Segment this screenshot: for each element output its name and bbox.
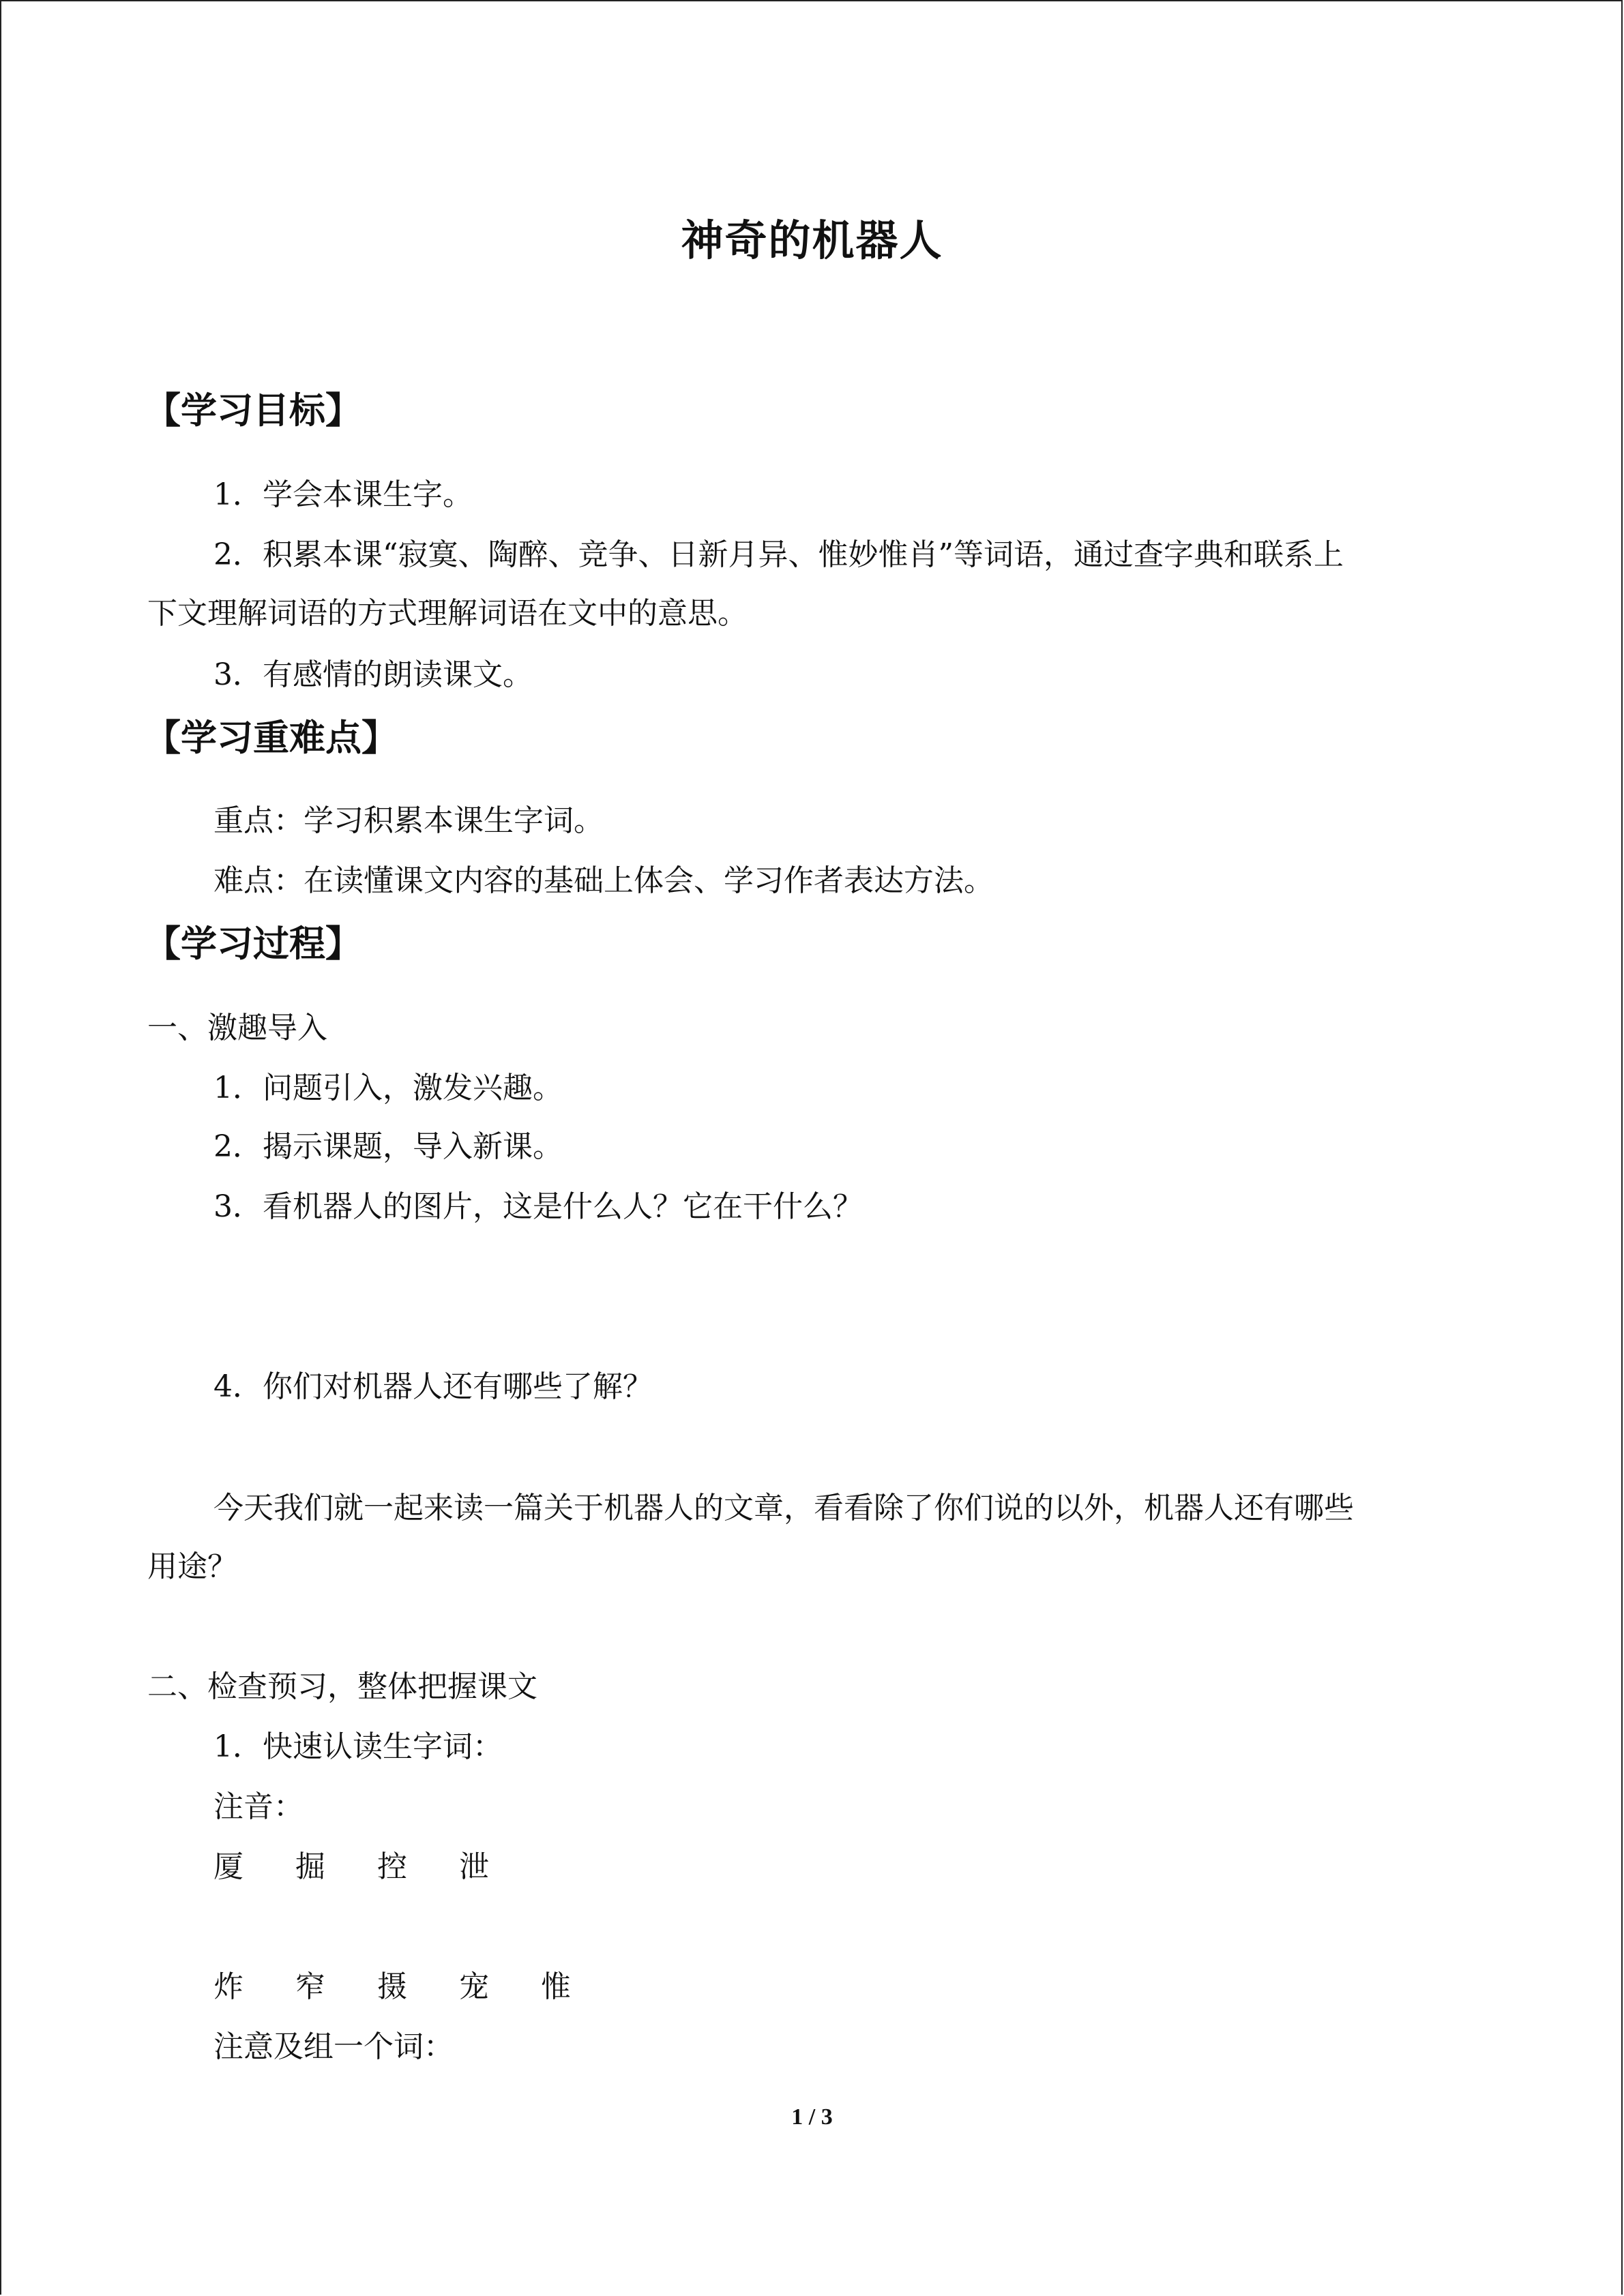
char-item: 惟 (541, 1969, 571, 2004)
document-title: 神奇的机器人 (681, 215, 943, 265)
char-item: 厦 (213, 1849, 243, 1884)
section-1-item-1: 1．问题引入，激发兴趣。 (213, 1071, 563, 1105)
char-item: 炸 (213, 1969, 243, 2004)
char-item: 摄 (377, 1969, 407, 2004)
section-1-item-3: 3．看机器人的图片，这是什么人？它在干什么？ (213, 1189, 863, 1224)
goal-item-1: 1．学会本课生字。 (213, 477, 473, 512)
char-item: 泄 (459, 1849, 489, 1884)
heading-key-points: 【学习重难点】 (145, 717, 398, 759)
char-item: 宠 (459, 1969, 489, 2004)
key-point-focus: 重点：学习积累本课生字词。 (213, 803, 604, 838)
section-1-item-4: 4．你们对机器人还有哪些了解？ (213, 1369, 653, 1404)
phonetic-label: 注音： (213, 1789, 304, 1824)
goal-item-2-line-2: 下文理解词语的方式理解词语在文中的意思。 (147, 596, 748, 631)
compose-label: 注意及组一个词： (213, 2029, 454, 2064)
char-item: 控 (377, 1849, 407, 1884)
heading-learning-process: 【学习过程】 (145, 923, 361, 965)
heading-learning-goals: 【学习目标】 (145, 390, 361, 432)
goal-item-3: 3．有感情的朗读课文。 (213, 657, 533, 692)
section-1-paragraph-line-2: 用途？ (147, 1549, 237, 1584)
section-1-item-2: 2．揭示课题，导入新课。 (213, 1129, 563, 1164)
char-item: 窄 (295, 1969, 325, 2004)
key-point-difficulty: 难点：在读懂课文内容的基础上体会、学习作者表达方法。 (213, 863, 994, 898)
goal-item-2-line-1: 2．积累本课“寂寞、陶醉、竞争、日新月异、惟妙惟肖”等词语，通过查字典和联系上 (213, 537, 1344, 572)
section-2-title: 二、检查预习，整体把握课文 (147, 1669, 537, 1704)
section-1-paragraph-line-1: 今天我们就一起来读一篇关于机器人的文章，看看除了你们说的以外，机器人还有哪些 (213, 1491, 1354, 1525)
section-2-item-1: 1．快速认读生字词： (213, 1729, 503, 1764)
char-row-1 (213, 1848, 541, 1886)
section-1-title: 一、激趣导入 (147, 1011, 327, 1045)
page-indicator: 1 / 3 (791, 2104, 833, 2130)
char-row-2 (213, 1968, 623, 2006)
char-item: 掘 (295, 1849, 325, 1884)
